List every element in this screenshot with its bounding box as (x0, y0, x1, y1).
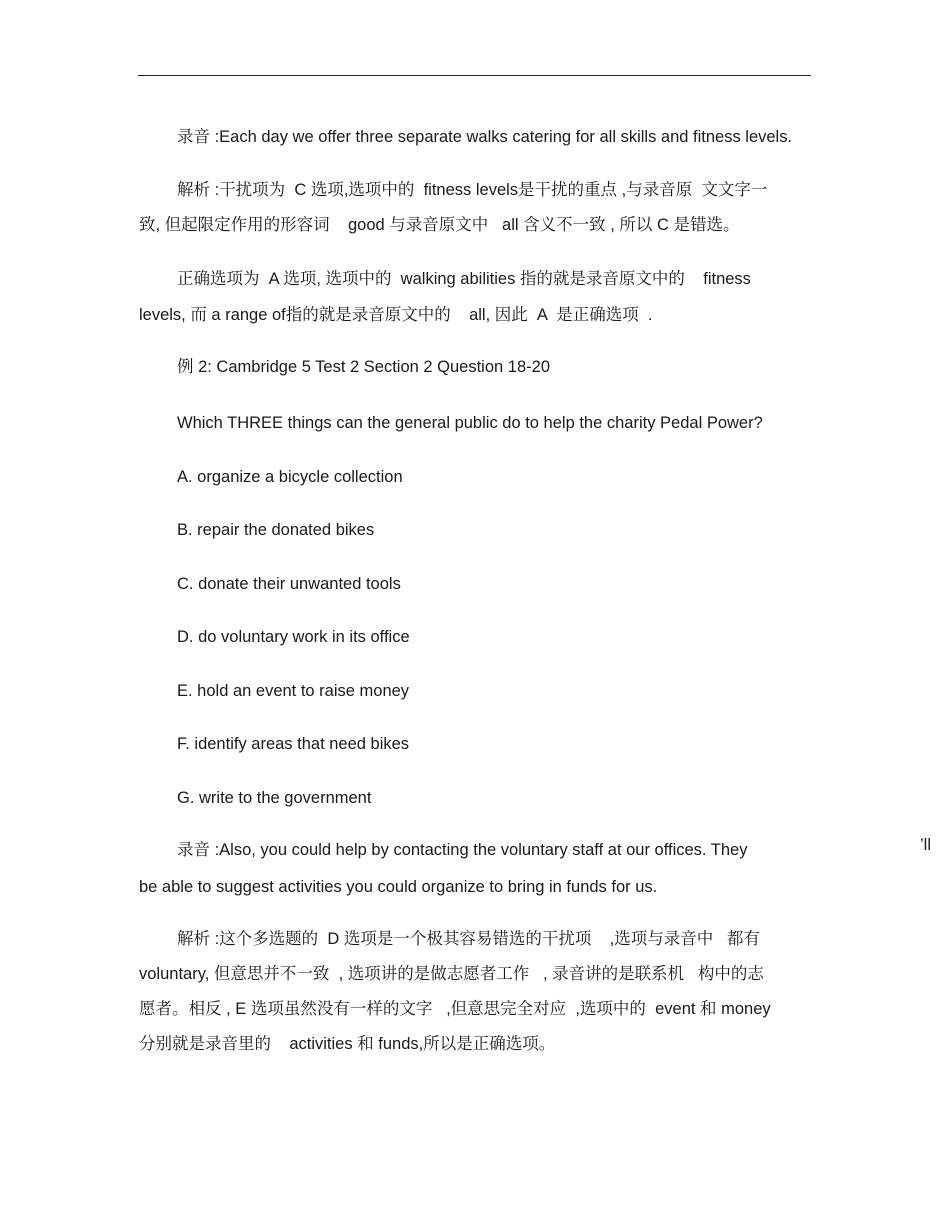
transcript-line: be able to suggest activities you could organize to bring in funds for us. (139, 878, 658, 896)
paragraph-line: 录音 :Each day we offer three separate walks catering for all skills and fitness levels. (177, 128, 793, 146)
overflow-fragment: ’ll (920, 836, 931, 854)
option-b: B. repair the donated bikes (177, 521, 375, 539)
option-a: A. organize a bicycle collection (177, 468, 403, 486)
option-f: F. identify areas that need bikes (177, 735, 410, 753)
question-text: Which THREE things can the general public do to help the charity Pedal Power? (177, 414, 763, 432)
option-e: E. hold an event to raise money (177, 682, 410, 700)
option-c: C. donate their unwanted tools (177, 575, 401, 593)
option-d: D. do voluntary work in its office (177, 628, 410, 646)
paragraph-line: voluntary, 但意思并不一致 , 选项讲的是做志愿者工作 , 录音讲的是联系机 构中的志 (139, 965, 764, 983)
paragraph-line: 分别就是录音里的 activities 和 funds,所以是正确选项。 (139, 1035, 556, 1053)
header-rule (138, 75, 811, 76)
paragraph-line: 解析 :这个多选题的 D 选项是一个极其容易错选的干扰项 ,选项与录音中 都有 (177, 930, 761, 948)
paragraph-line: 愿者。相反 , E 选项虽然没有一样的文字 ,但意思完全对应 ,选项中的 event 和 money (139, 1000, 771, 1018)
option-g: G. write to the government (177, 789, 372, 807)
transcript-line: 录音 :Also, you could help by contacting the voluntary staff at our offices. They (177, 841, 748, 859)
example-heading: 例 2: Cambridge 5 Test 2 Section 2 Question 18-20 (177, 358, 550, 376)
paragraph-line: 致, 但起限定作用的形容词 good 与录音原文中 all 含义不一致 , 所以 C 是错选。 (139, 216, 740, 234)
paragraph-line: 正确选项为 A 选项, 选项中的 walking abilities 指的就是录音原文中的 fitness (177, 270, 751, 288)
paragraph-line: 解析 :干扰项为 C 选项,选项中的 fitness levels是干扰的重点 ,与录音原 文文字一 (177, 181, 768, 199)
paragraph-line: levels, 而 a range of指的就是录音原文中的 all, 因此 A 是正确选项 . (139, 306, 653, 324)
